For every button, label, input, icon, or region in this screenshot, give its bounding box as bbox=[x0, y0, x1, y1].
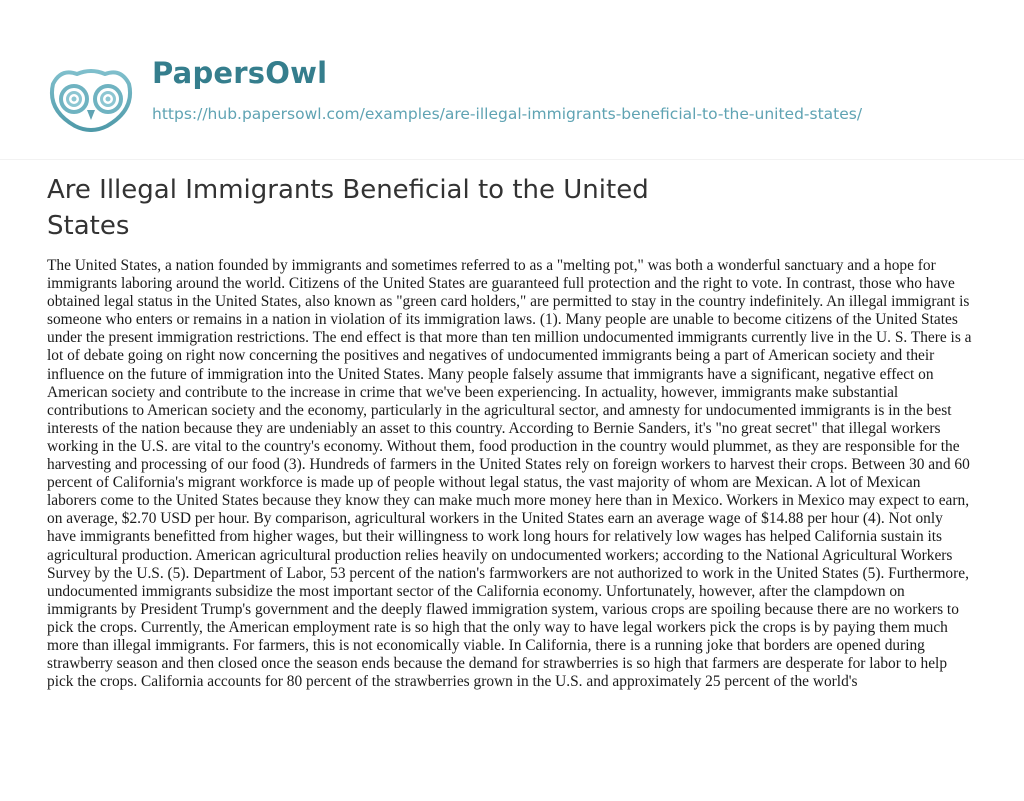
document-body: The United States, a nation founded by immigrants and sometimes referred to as a "melting pot," was both a wonderful sanctuary and a hope for immigrants laboring around the world. Citizens of the United States are guaranteed full protection and the right to vote. In contrast, those who have obtained legal status in the United States, also known as "green card holders," are permitted to stay in the country indefinitely. An illegal immigrant is someone who enters or remains in a nation in violation of its immigration laws. (1). Many people are unable to become citizens of the United States under the present immigration restrictions. The end effect is that more than ten million undocumented immigrants currently live in the U. S. There is a lot of debate going on right now concerning the positives and negatives of undocumented immigrants being a part of American society and their influence on the future of immigration into the United States. Many people falsely assume that immigrants have a significant, negative effect on American society and contribute to the increase in crime that we've been experiencing. In actuality, however, immigrants make substantial contributions to American society and the economy, particularly in the agricultural sector, and amnesty for undocumented immigrants is in the best interests of the nation because they are undeniably an asset to this country. According to Bernie Sanders, it's "no great secret" that illegal workers working in the U.S. are vital to the country's economy. Without them, food production in the country would plummet, as they are responsible for the harvesting and processing of our food (3). Hundreds of farmers in the United States rely on foreign workers to harvest their crops. Between 30 and 60 percent of California's migrant workforce is made up of people without legal status, the vast majority of whom are Mexican. A lot of Mexican laborers come to the United States because they know they can make much more money here than in Mexico. Workers in Mexico may expect to earn, on average, $2.70 USD per hour. By comparison, agricultural workers in the United States earn an average wage of $14.88 per hour (4). Not only have immigrants benefitted from higher wages, but their willingness to work long hours for relatively low wages has helped California sustain its agricultural production. American agricultural production relies heavily on undocumented workers; according to the National Agricultural Workers Survey by the U.S. (5). Department of Labor, 53 percent of the nation's farmworkers are not authorized to work in the United States (5). Furthermore, undocumented immigrants subsidize the most important sector of the California economy. Unfortunately, however, after the clampdown on immigrants by President Trump's government and the deeply flawed immigration system, various crops are spoiling because there are no workers to pick the crops. Currently, the American employment rate is so high that the only way to have legal workers pick the crops is by paying them much more than illegal immigrants. For farmers, this is not economically viable. In California, there is a running joke that borders are opened during strawberry season and then closed once the season ends because the demand for strawberries is so high that farmers are desperate for labor to help pick the crops. California accounts for 80 percent of the strawberries grown in the U.S. and approximately 25 percent of the world's bbox=[47, 257, 972, 691]
brand-name[interactable]: PapersOwl bbox=[152, 56, 328, 90]
header-divider bbox=[0, 159, 1024, 160]
site-header bbox=[0, 0, 1024, 160]
document-title: Are Illegal Immigrants Beneficial to the United States bbox=[47, 175, 649, 241]
source-url-link[interactable]: https://hub.papersowl.com/examples/are-illegal-immigrants-beneficial-to-the-united-states/ bbox=[152, 105, 863, 123]
owl-logo-icon[interactable] bbox=[47, 66, 135, 132]
